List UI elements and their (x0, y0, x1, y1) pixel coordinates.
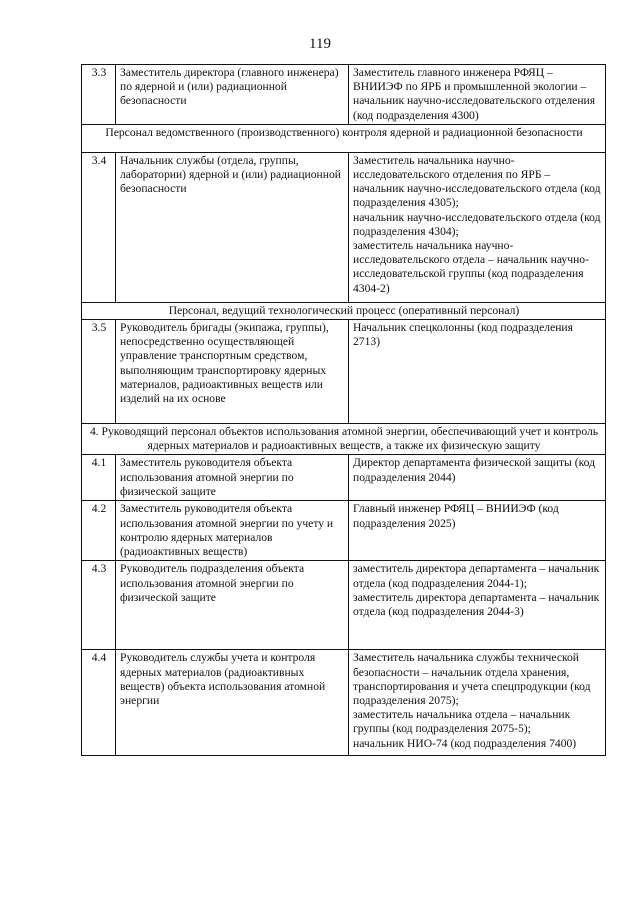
equivalent-item: заместитель директора департамента – начальник отдела (код подразделения 2044-3) (353, 590, 600, 619)
equivalent-positions (349, 65, 606, 125)
equivalent-item: Заместитель главного инженера РФЯЦ – ВНИИЭФ по ЯРБ и промышленной экологии – начальник научно-исследовательского отделения (код подразделения 4300) (353, 66, 596, 122)
section-heading: Персонал, ведущий технологический процесс (оперативный персонал) (82, 302, 606, 319)
table-row (82, 501, 606, 561)
table-row (82, 320, 606, 424)
equivalent-positions (349, 320, 606, 424)
position-title: Начальник службы (отдела, группы, лаборатории) ядерной и (или) радиационной безопасности (116, 152, 349, 302)
table-row (82, 152, 606, 302)
position-title: Заместитель директора (главного инженера) по ядерной и (или) радиационной безопасности (116, 65, 349, 125)
equivalent-item: Начальник спецколонны (код подразделения 2713) (353, 321, 573, 349)
table-row (82, 65, 606, 125)
equivalent-item: заместитель начальника отдела – начальник группы (код подразделения 2075-5); (353, 708, 571, 736)
positions-table (81, 64, 606, 756)
row-number: 4.2 (82, 501, 116, 561)
table-row (82, 561, 606, 650)
equivalent-item: заместитель директора департамента – начальник отдела (код подразделения 2044-1); (353, 562, 600, 590)
position-title: Заместитель руководителя объекта использования атомной энергии по физической защите (116, 455, 349, 501)
section-heading: 4. Руководящий персонал объектов использования атомной энергии, обеспечивающий учет и контроль ядерных материалов и радиоактивных веществ, а также их физическую защиту (82, 424, 606, 455)
row-number: 4.1 (82, 455, 116, 501)
position-title: Руководитель бригады (экипажа, группы), непосредственно осуществляющей управление транспортным средством, выполняющим транспортировку ядерных материалов, радиоактивных веществ или изделий на их основе (116, 320, 349, 424)
row-number: 3.5 (82, 320, 116, 424)
equivalent-positions (349, 501, 606, 561)
position-title: Руководитель службы учета и контроля ядерных материалов (радиоактивных веществ) объекта использования атомной энергии (116, 650, 349, 756)
equivalent-positions (349, 561, 606, 650)
equivalent-item: Главный инженер РФЯЦ – ВНИИЭФ (код подразделения 2025) (353, 502, 559, 530)
equivalent-item: Заместитель начальника службы технической безопасности – начальник отдела хранения, транспортирования и учета спецпродукции (код подразделения 2075); (353, 651, 591, 708)
section-row (82, 124, 606, 152)
equivalent-item: начальник научно-исследовательского отдела (код подразделения 4304); (353, 210, 601, 238)
table-row (82, 650, 606, 756)
row-number: 4.4 (82, 650, 116, 756)
equivalent-positions (349, 152, 606, 302)
page-number: 119 (309, 36, 331, 52)
row-number: 3.4 (82, 152, 116, 302)
equivalent-item: начальник НИО-74 (код подразделения 7400) (353, 736, 577, 750)
equivalent-item: заместитель начальника научно-исследовательского отдела – начальник научно-исследовательской группы (код подразделения 4304-2) (353, 239, 589, 295)
section-row (82, 424, 606, 455)
equivalent-item: Директор департамента физической защиты (код подразделения 2044) (353, 456, 596, 484)
position-title: Руководитель подразделения объекта использования атомной энергии по физической защите (116, 561, 349, 650)
section-row (82, 302, 606, 319)
section-heading: Персонал ведомственного (производственного) контроля ядерной и радиационной безопасности (82, 124, 606, 152)
row-number: 3.3 (82, 65, 116, 125)
row-number: 4.3 (82, 561, 116, 650)
equivalent-positions (349, 455, 606, 501)
equivalent-item: Заместитель начальника научно-исследовательского отделения по ЯРБ – начальник научно-исследовательского отдела (код подразделения 4305); (353, 153, 601, 210)
table-row (82, 455, 606, 501)
equivalent-positions (349, 650, 606, 756)
position-title: Заместитель руководителя объекта использования атомной энергии по учету и контролю ядерных материалов (радиоактивных веществ) (116, 501, 349, 561)
